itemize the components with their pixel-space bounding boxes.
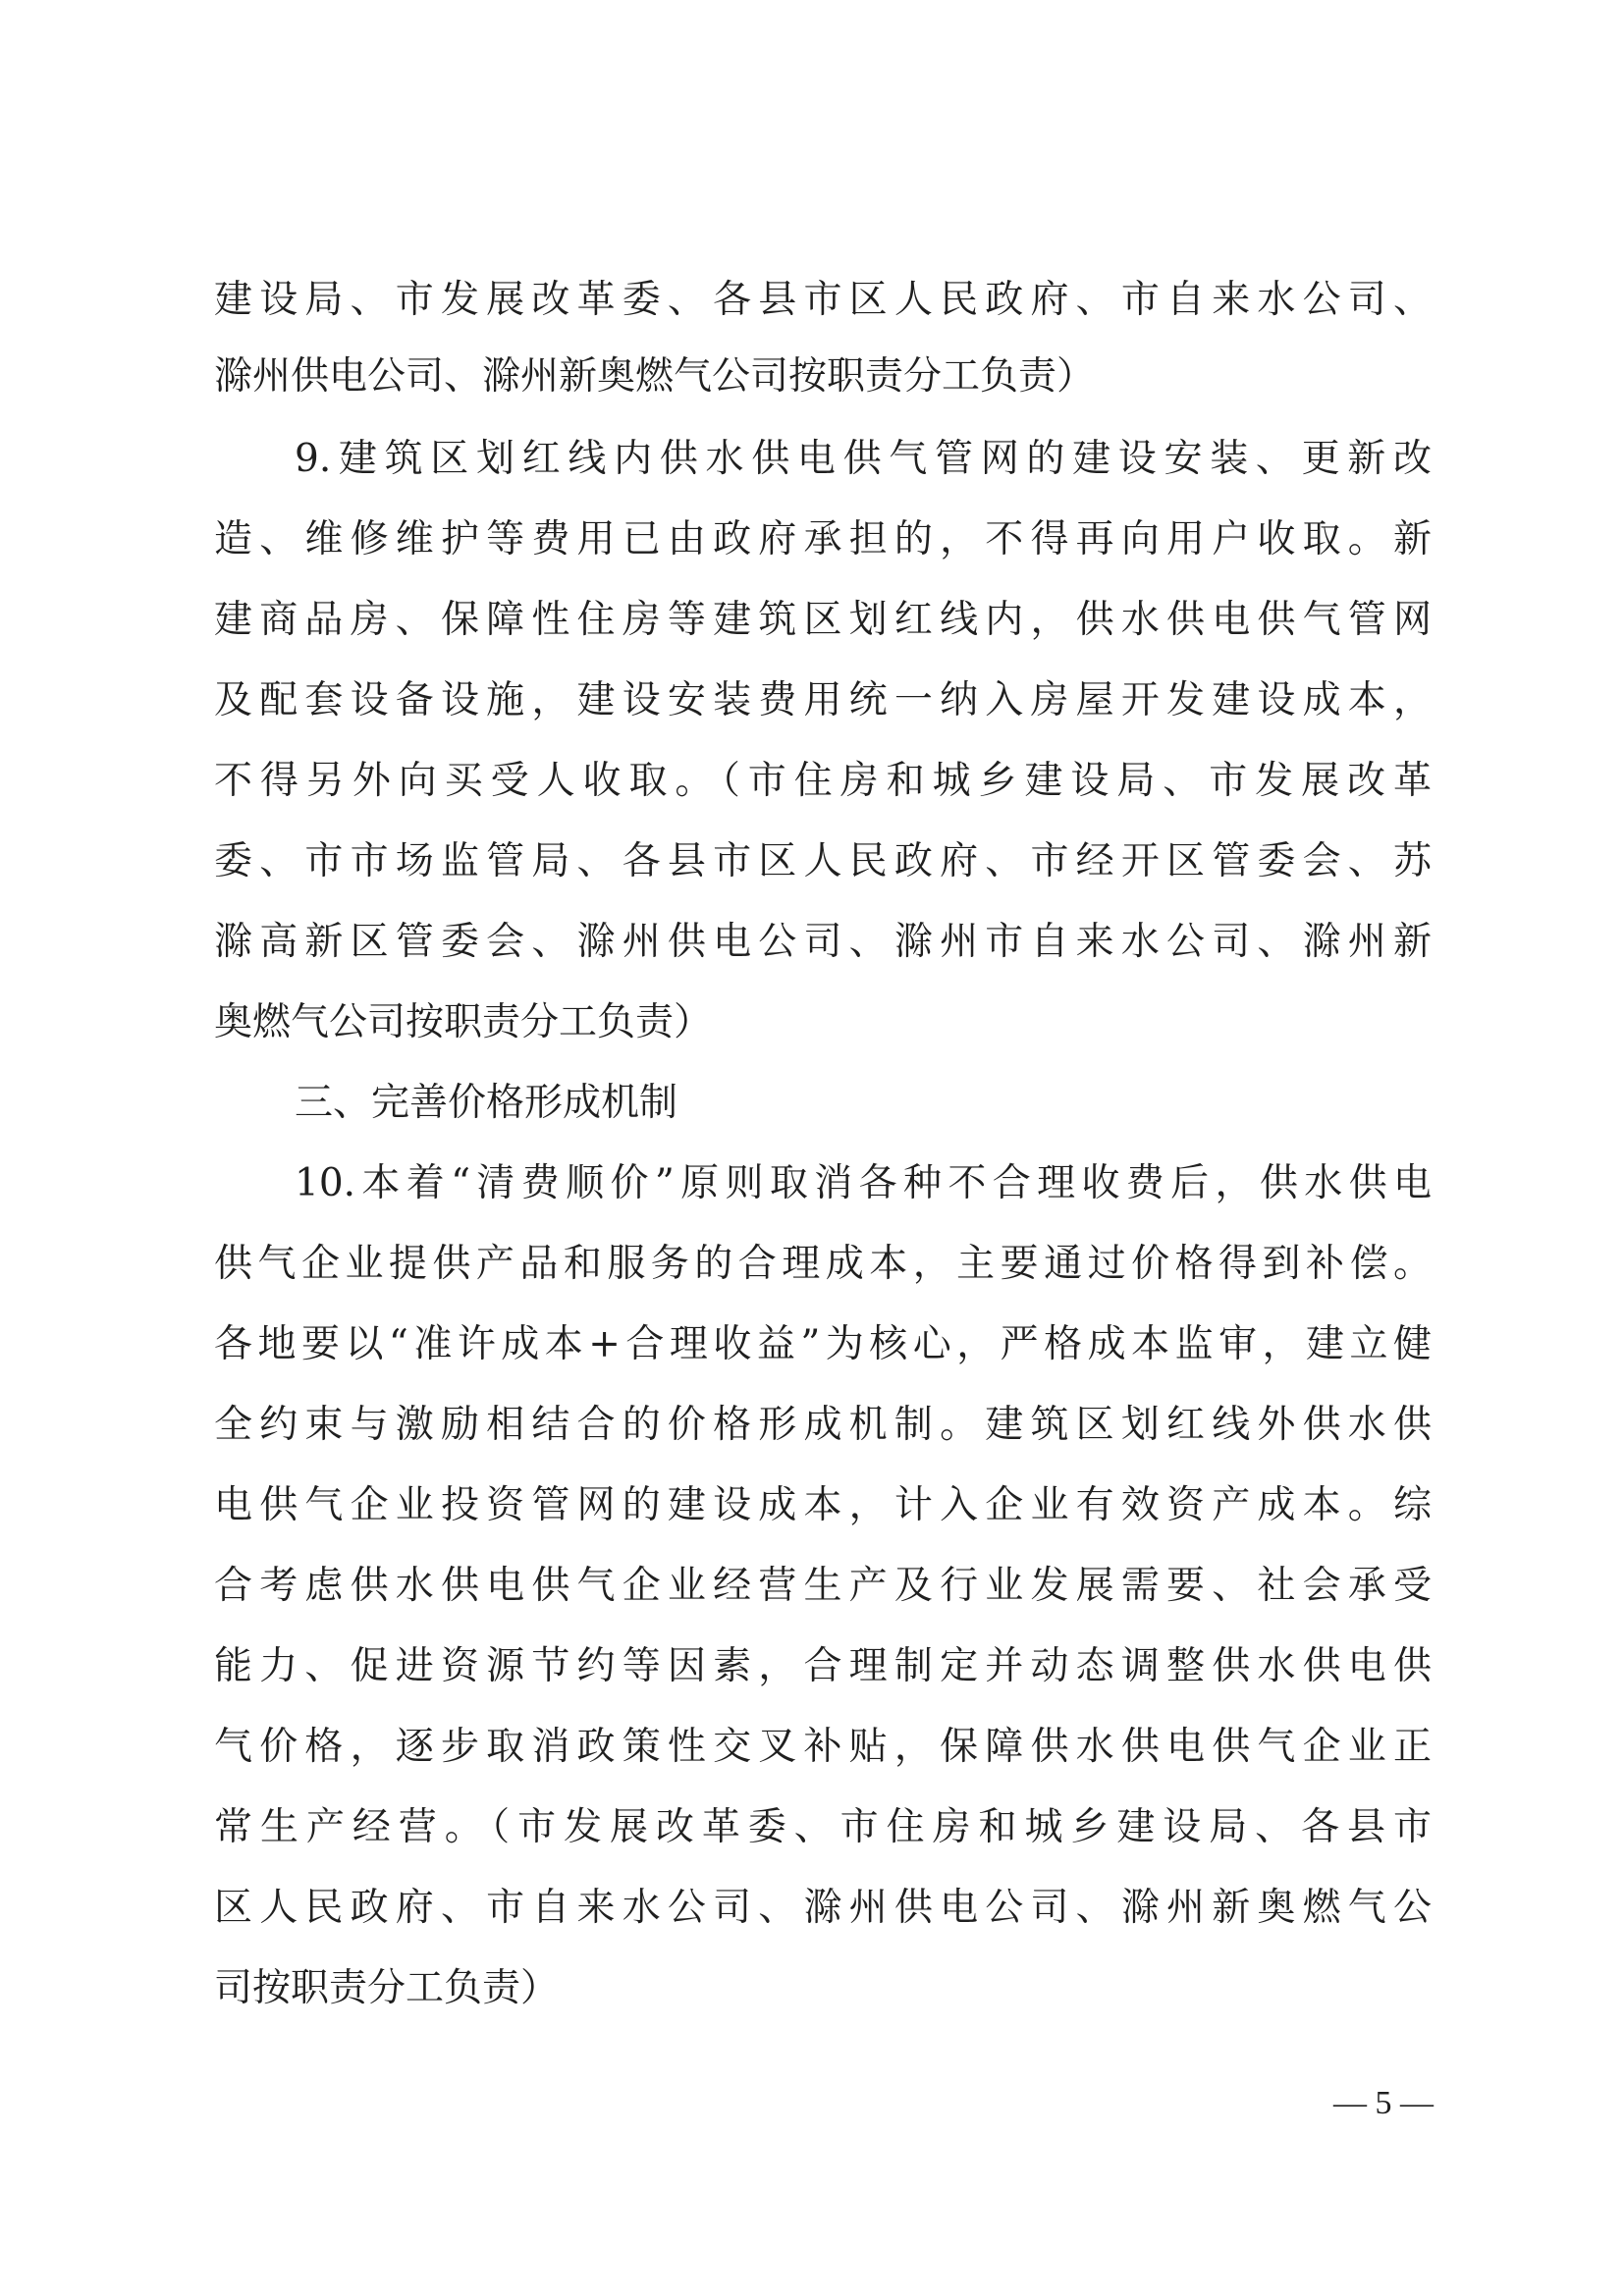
item-10-first-line: 10.本着“清费顺价”原则取消各种不合理收费后，供水供电 bbox=[295, 1161, 1432, 1205]
page-number: — 5 — bbox=[1333, 2085, 1434, 2121]
body-text-line: 常生产经营。（市发展改革委、市住房和城乡建设局、各县市 bbox=[214, 1805, 1432, 1849]
body-text-line: 建设局、市发展改革委、各县市区人民政府、市自来水公司、 bbox=[214, 278, 1432, 322]
body-text-line: 能力、促进资源节约等因素，合理制定并动态调整供水供电供 bbox=[214, 1644, 1432, 1688]
body-text-line: 供气企业提供产品和服务的合理成本，主要通过价格得到补偿。 bbox=[214, 1242, 1432, 1286]
body-text-line: 电供气企业投资管网的建设成本，计入企业有效资产成本。综 bbox=[214, 1483, 1432, 1527]
body-text-line: 滁高新区管委会、滁州供电公司、滁州市自来水公司、滁州新 bbox=[214, 920, 1432, 964]
body-text-line: 区人民政府、市自来水公司、滁州供电公司、滁州新奥燃气公 bbox=[214, 1886, 1432, 1930]
body-text-line: 奥燃气公司按职责分工负责） bbox=[214, 1000, 713, 1044]
section-heading: 三、完善价格形成机制 bbox=[295, 1081, 678, 1125]
body-text-line: 气价格，逐步取消政策性交叉补贴，保障供水供电供气企业正 bbox=[214, 1725, 1432, 1769]
item-9-first-line: 9.建筑区划红线内供水供电供气管网的建设安装、更新改 bbox=[295, 437, 1432, 481]
body-text-line: 全约束与激励相结合的价格形成机制。建筑区划红线外供水供 bbox=[214, 1403, 1432, 1447]
body-text-line: 不得另外向买受人收取。（市住房和城乡建设局、市发展改革 bbox=[214, 759, 1432, 803]
body-text-line: 合考虑供水供电供气企业经营生产及行业发展需要、社会承受 bbox=[214, 1564, 1432, 1608]
body-text-line: 滁州供电公司、滁州新奥燃气公司按职责分工负责） bbox=[214, 354, 1096, 399]
body-text-line: 司按职责分工负责） bbox=[214, 1966, 560, 2010]
body-text-line: 委、市市场监管局、各县市区人民政府、市经开区管委会、苏 bbox=[214, 839, 1432, 883]
body-text-line: 各地要以“准许成本+合理收益”为核心，严格成本监审，建立健 bbox=[214, 1322, 1432, 1366]
body-text-line: 造、维修维护等费用已由政府承担的，不得再向用户收取。新 bbox=[214, 517, 1432, 561]
body-text-line: 建商品房、保障性住房等建筑区划红线内，供水供电供气管网 bbox=[214, 598, 1432, 642]
body-text-line: 及配套设备设施，建设安装费用统一纳入房屋开发建设成本， bbox=[214, 678, 1432, 722]
